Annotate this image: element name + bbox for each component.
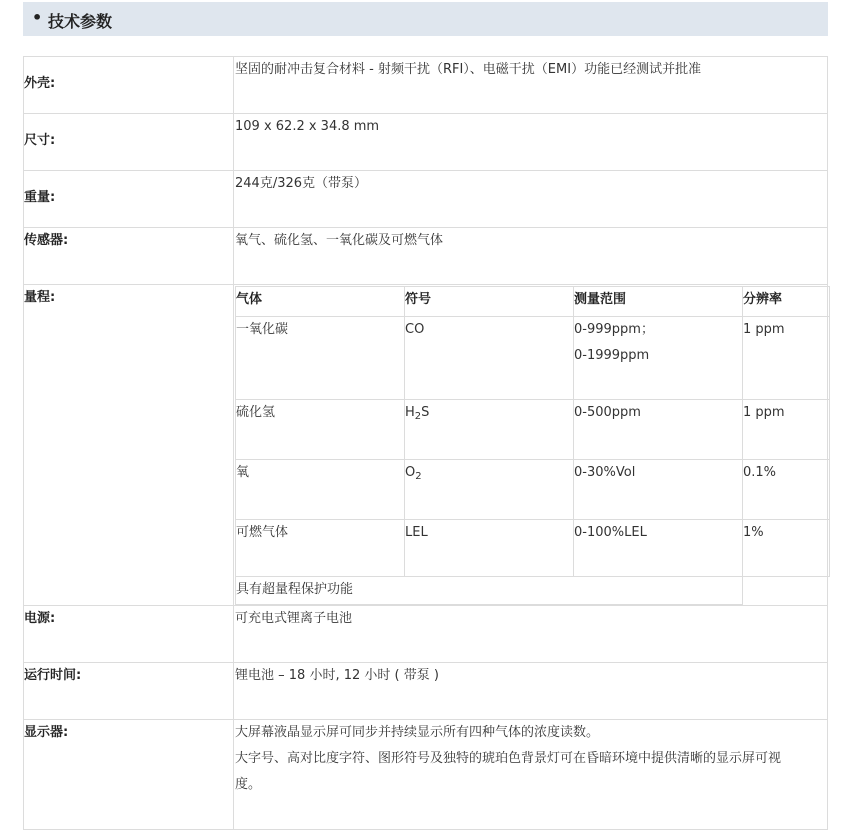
col-symbol-header: 符号 bbox=[405, 287, 574, 317]
display-line: 大字号、高对比度字符、图形符号及独特的琥珀色背景灯可在昏暗环境中提供清晰的显示屏可视 bbox=[235, 751, 782, 766]
range-cell: 0-100%LEL bbox=[574, 520, 743, 577]
gas-cell: 氧 bbox=[236, 460, 405, 520]
symbol-cell: LEL bbox=[405, 520, 574, 577]
spec-row-power bbox=[24, 606, 828, 663]
spec-row-display bbox=[24, 720, 828, 830]
col-range-header: 测量范围 bbox=[574, 287, 743, 317]
col-gas-header: 气体 bbox=[236, 287, 405, 317]
size-value: 109 x 62.2 x 34.8 mm bbox=[234, 114, 828, 171]
range-table bbox=[235, 286, 830, 605]
range-header-row bbox=[236, 287, 830, 317]
spec-row-sensors bbox=[24, 228, 828, 285]
range-row bbox=[236, 317, 830, 400]
symbol-cell: CO bbox=[405, 317, 574, 400]
display-label: 显示器: bbox=[24, 725, 69, 740]
spec-row-housing bbox=[24, 57, 828, 114]
range-row bbox=[236, 460, 830, 520]
col-resolution-header: 分辨率 bbox=[743, 287, 830, 317]
power-label: 电源: bbox=[24, 611, 56, 626]
resolution-cell: 1% bbox=[743, 520, 830, 577]
sensors-label: 传感器: bbox=[24, 233, 69, 248]
size-label: 尺寸: bbox=[24, 133, 56, 148]
range-label: 量程: bbox=[24, 290, 56, 305]
housing-value: 坚固的耐冲击复合材料 - 射频干扰（RFI）、电磁干扰（EMI）功能已经测试并批准 bbox=[234, 57, 828, 114]
display-line: 度。 bbox=[235, 777, 262, 792]
gas-cell: 一氧化碳 bbox=[236, 317, 405, 400]
range-row bbox=[236, 520, 830, 577]
runtime-label: 运行时间: bbox=[24, 668, 82, 683]
spec-row-weight bbox=[24, 171, 828, 228]
spec-row-runtime bbox=[24, 663, 828, 720]
range-cell bbox=[574, 317, 743, 400]
housing-label: 外壳: bbox=[24, 76, 56, 91]
gas-cell: 可燃气体 bbox=[236, 520, 405, 577]
gas-cell: 硫化氢 bbox=[236, 400, 405, 460]
range-note: 具有超量程保护功能 bbox=[236, 577, 743, 605]
weight-value: 244克/326克（带泵） bbox=[234, 171, 828, 228]
power-value: 可充电式锂离子电池 bbox=[234, 606, 828, 663]
runtime-value: 锂电池 – 18 小时, 12 小时 ( 带泵 ) bbox=[234, 663, 828, 720]
sensors-value: 氧气、硫化氢、一氧化碳及可燃气体 bbox=[234, 228, 828, 285]
resolution-cell: 1 ppm bbox=[743, 317, 830, 400]
section-header bbox=[23, 2, 828, 36]
section-title: 技术参数 bbox=[48, 12, 113, 31]
spec-row-size bbox=[24, 114, 828, 171]
resolution-cell: 0.1% bbox=[743, 460, 830, 520]
spec-row-range bbox=[24, 285, 828, 606]
range-note-row bbox=[236, 577, 830, 605]
display-line: 大屏幕液晶显示屏可同步并持续显示所有四种气体的浓度读数。 bbox=[235, 725, 600, 740]
range-line: 0-999ppm； bbox=[574, 322, 654, 337]
range-row bbox=[236, 400, 830, 460]
symbol-cell: $H_2S$ bbox=[405, 400, 574, 460]
symbol-cell: $O_2$ bbox=[405, 460, 574, 520]
range-cell: 0-500ppm bbox=[574, 400, 743, 460]
range-cell: 0-30%Vol bbox=[574, 460, 743, 520]
spec-table bbox=[23, 56, 828, 830]
resolution-cell: 1 ppm bbox=[743, 400, 830, 460]
weight-label: 重量: bbox=[24, 190, 56, 205]
range-line: 0-1999ppm bbox=[574, 348, 650, 363]
bullet-icon: • bbox=[32, 8, 43, 27]
